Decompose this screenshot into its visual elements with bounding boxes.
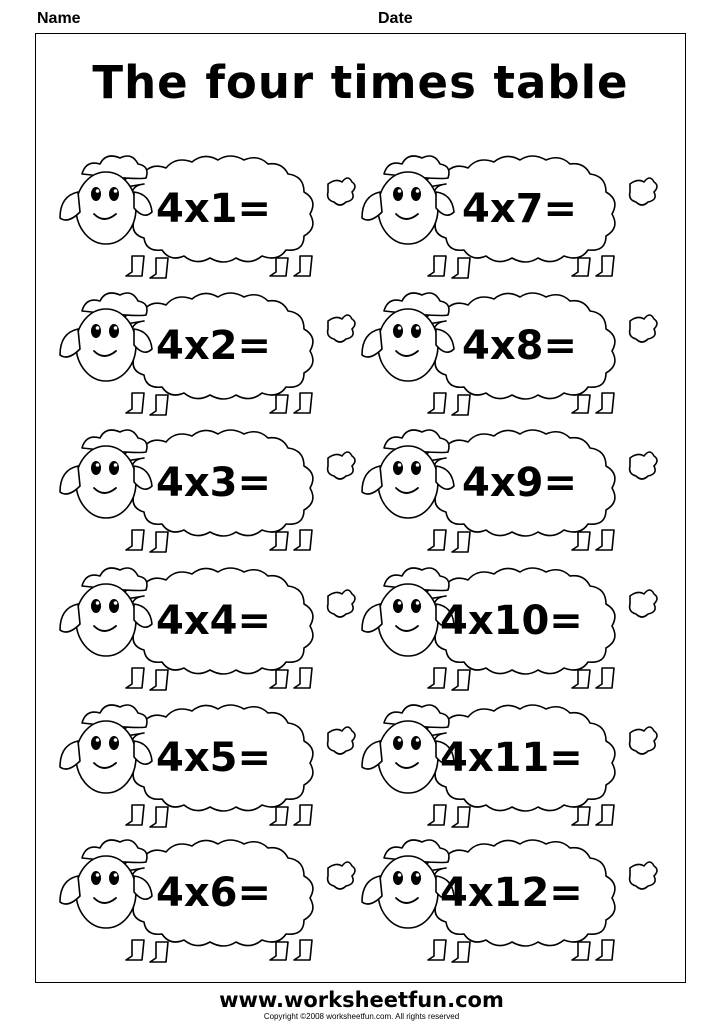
name-label: Name (37, 10, 81, 27)
problem-text: 4x9= (462, 460, 577, 506)
sheep-card-12 (362, 832, 662, 967)
problem-text: 4x6= (156, 870, 271, 916)
problem-text: 4x8= (462, 323, 577, 369)
sheep-card-4 (60, 560, 360, 695)
sheep-card-5 (60, 697, 360, 832)
page-title: The four times table (92, 56, 629, 109)
problem-text: 4x12= (440, 870, 583, 916)
copyright-text: Copyright ©2008 worksheetfun.com. All rights reserved (263, 1012, 460, 1021)
problem-text: 4x7= (462, 186, 577, 232)
problem-text: 4x1= (156, 186, 271, 232)
sheep-card-7 (362, 148, 662, 283)
sheep-card-9 (362, 422, 662, 557)
problem-text: 4x11= (440, 735, 583, 781)
website-url: www.worksheetfun.com (219, 988, 504, 1012)
sheep-card-8 (362, 285, 662, 420)
problem-text: 4x3= (156, 460, 271, 506)
problem-text: 4x5= (156, 735, 271, 781)
problem-text: 4x4= (156, 598, 271, 644)
sheep-card-2 (60, 285, 360, 420)
sheep-card-3 (60, 422, 360, 557)
problem-text: 4x10= (440, 598, 583, 644)
sheep-card-10 (362, 560, 662, 695)
problem-text: 4x2= (156, 323, 271, 369)
date-label: Date (378, 10, 413, 27)
sheep-card-1 (60, 148, 360, 283)
sheep-card-6 (60, 832, 360, 967)
sheep-card-11 (362, 697, 662, 832)
